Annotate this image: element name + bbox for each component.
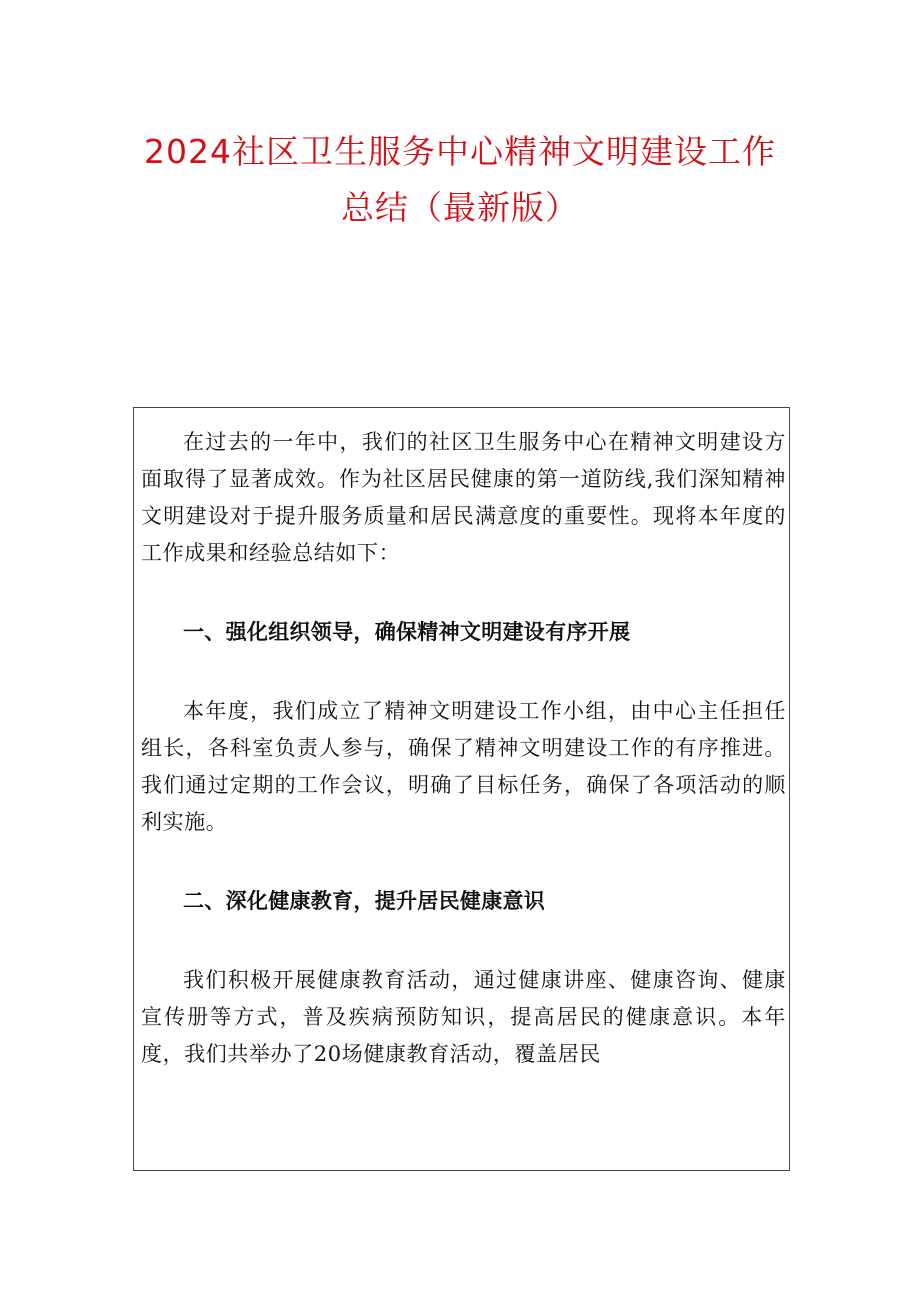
content-frame bbox=[133, 407, 790, 1171]
document-title-line-2: 总结（最新版） bbox=[341, 188, 579, 227]
section-heading-1: 一、强化组织领导，确保精神文明建设有序开展 bbox=[183, 620, 631, 644]
document-body bbox=[141, 424, 786, 1073]
section-body-1: 本年度，我们成立了精神文明建设工作小组，由中心主任担任组长，各科室负责人参与，确保了精神文明建设工作的有序推进。我们通过定期的工作会议，明确了目标任务，确保了各项活动的顺利实施。 bbox=[141, 699, 786, 834]
document-title-line-1: 2024社区卫生服务中心精神文明建设工作 bbox=[144, 132, 776, 171]
section-body-2: 我们积极开展健康教育活动，通过健康讲座、健康咨询、健康宣传册等方式，普及疾病预防知识，提高居民的健康意识。本年度，我们共举办了20场健康教育活动，覆盖居民 bbox=[141, 968, 786, 1066]
intro-paragraph: 在过去的一年中，我们的社区卫生服务中心在精神文明建设方面取得了显著成效。作为社区居民健康的第一道防线,我们深知精神文明建设对于提升服务质量和居民满意度的重要性。现将本年度的工作成果和经验总结如下： bbox=[141, 430, 786, 565]
section-heading-2: 二、深化健康教育，提升居民健康意识 bbox=[183, 889, 546, 913]
spacer bbox=[141, 651, 786, 693]
spacer bbox=[141, 841, 786, 883]
document-title bbox=[0, 124, 920, 236]
spacer bbox=[141, 920, 786, 962]
spacer bbox=[141, 572, 786, 614]
